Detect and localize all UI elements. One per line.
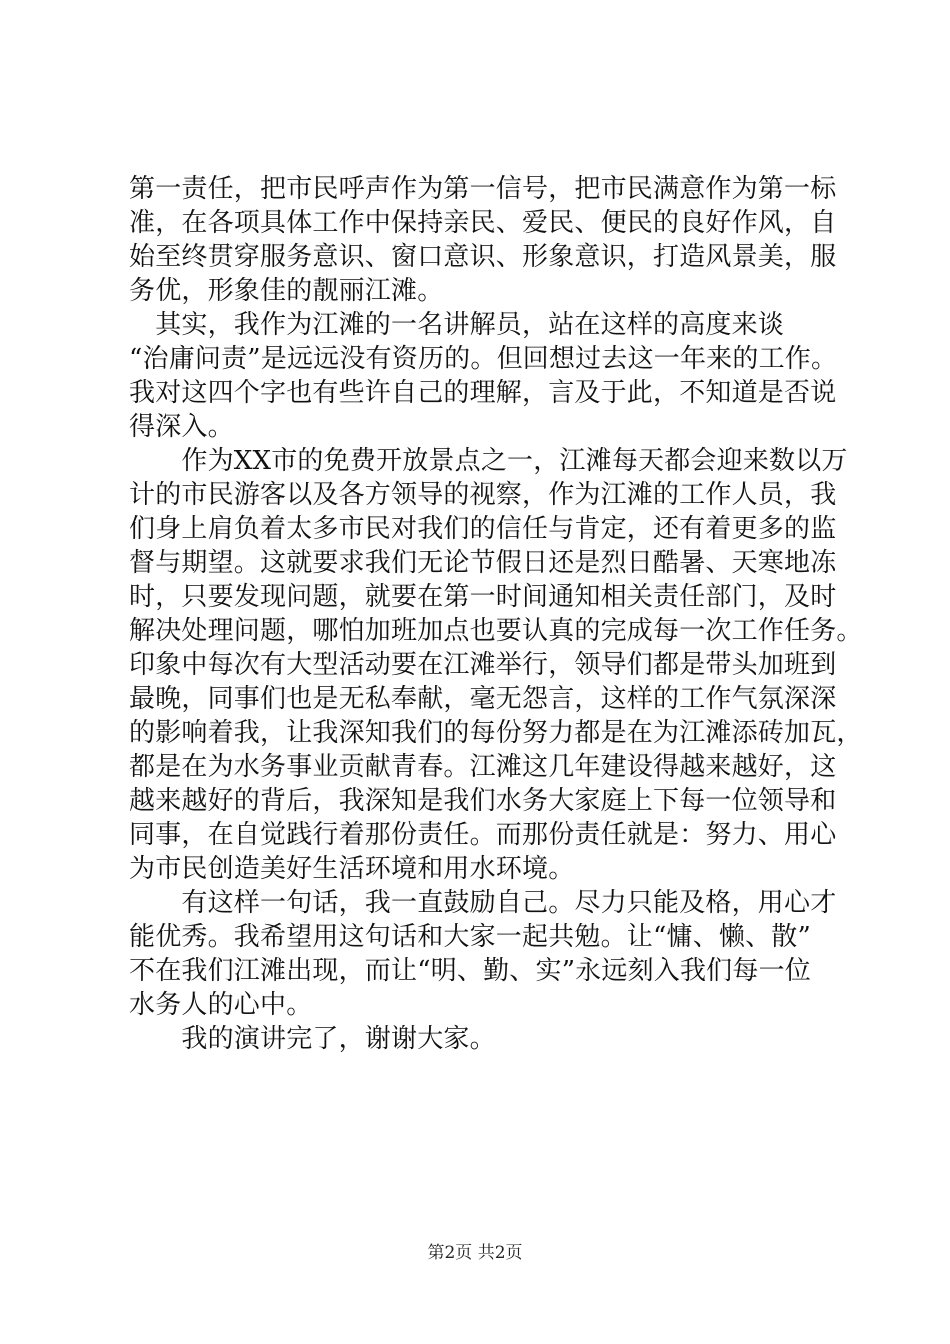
text-line: 同事，在自觉践行着那份责任。而那份责任就是：努力、用心 xyxy=(129,820,837,850)
text-line: 能优秀。我希望用这句话和大家一起共勉。让“慵、懒、散” xyxy=(129,922,811,952)
text-line: 有这样一句话，我一直鼓励自己。尽力只能及格，用心才 xyxy=(129,888,837,918)
text-line: 最晚，同事们也是无私奉献，毫无怨言，这样的工作气氛深深 xyxy=(129,684,837,714)
text-line: 都是在为水务事业贡献青春。江滩这几年建设得越来越好，这 xyxy=(129,752,837,782)
text-line: 其实，我作为江滩的一名讲解员，站在这样的高度来谈 xyxy=(129,310,785,340)
text-line: 作为XX市的免费开放景点之一，江滩每天都会迎来数以万 xyxy=(129,446,848,476)
text-line: 时，只要发现问题，就要在第一时间通知相关责任部门，及时 xyxy=(129,582,837,612)
text-line: 解决处理问题，哪怕加班加点也要认真的完成每一次工作任务。 xyxy=(129,616,863,646)
text-line: 为市民创造美好生活环境和用水环境。 xyxy=(129,854,575,884)
text-line: 第一责任，把市民呼声作为第一信号，把市民满意作为第一标 xyxy=(129,174,837,204)
text-line: 不在我们江滩出现，而让“明、勤、实”永远刻入我们每一位 xyxy=(129,956,811,986)
text-line: “治庸问责”是远远没有资历的。但回想过去这一年来的工作。 xyxy=(129,344,838,374)
text-line: 准，在各项具体工作中保持亲民、爱民、便民的良好作风，自 xyxy=(129,208,837,238)
text-line: 的影响着我，让我深知我们的每份努力都是在为江滩添砖加瓦， xyxy=(129,718,863,748)
text-line: 务优，形象佳的靓丽江滩。 xyxy=(129,276,444,306)
text-line: 我对这四个字也有些许自己的理解，言及于此，不知道是否说 xyxy=(129,378,837,408)
speech-body xyxy=(129,172,863,1056)
text-line: 印象中每次有大型活动要在江滩举行，领导们都是带头加班到 xyxy=(129,650,837,680)
text-line: 始至终贯穿服务意识、窗口意识、形象意识，打造风景美，服 xyxy=(129,242,837,272)
text-line: 计的市民游客以及各方领导的视察，作为江滩的工作人员，我 xyxy=(129,480,837,510)
text-line: 得深入。 xyxy=(129,412,234,442)
text-line: 越来越好的背后，我深知是我们水务大家庭上下每一位领导和 xyxy=(129,786,837,816)
text-line: 们身上肩负着太多市民对我们的信任与肯定，还有着更多的监 xyxy=(129,514,837,544)
text-line: 督与期望。这就要求我们无论节假日还是烈日酷暑、天寒地冻 xyxy=(129,548,837,578)
page-number-footer: 第2页 共2页 xyxy=(427,1243,523,1263)
text-line: 我的演讲完了，谢谢大家。 xyxy=(129,1024,496,1054)
text-line: 水务人的心中。 xyxy=(129,990,313,1020)
